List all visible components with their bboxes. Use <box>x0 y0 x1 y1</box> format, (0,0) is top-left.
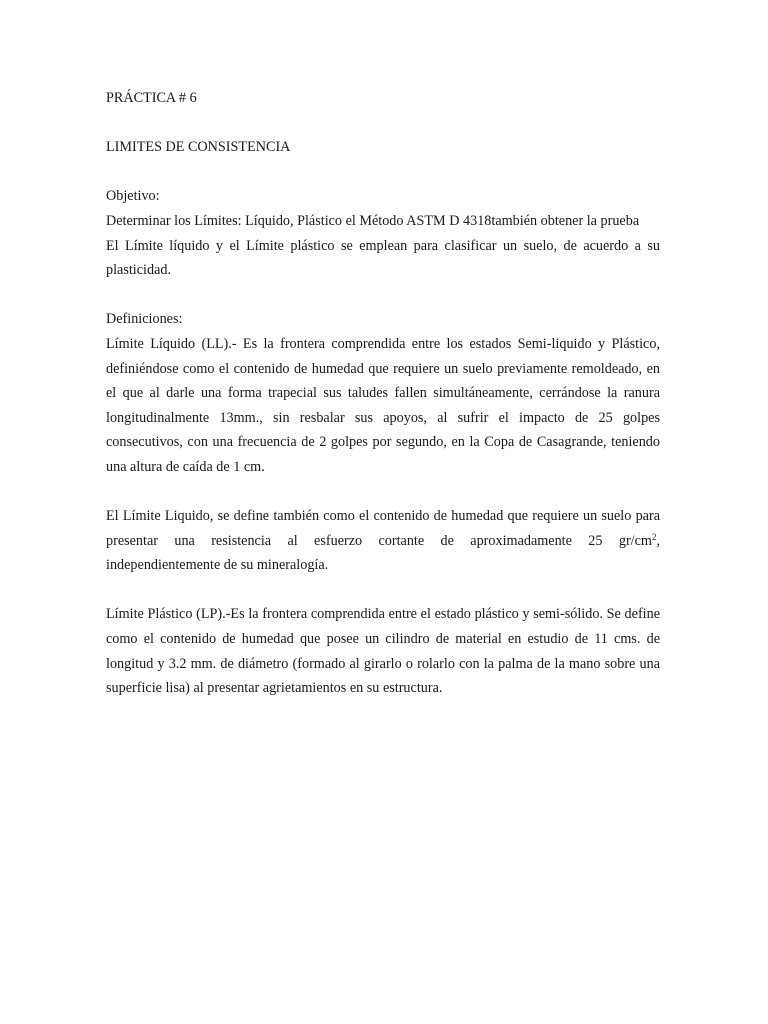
definitions-heading: Definiciones: <box>106 311 183 328</box>
spacer <box>106 111 660 136</box>
liquid-limit-alt-definition <box>106 504 660 578</box>
liquid-limit-alt-text: El Límite Liquido, se define también como el contenido de humedad que requiere un suelo para presentar una resistencia al esfuerzo cortante de aproximadamente 25 gr/cm <box>106 508 660 549</box>
spacer <box>106 160 660 185</box>
liquid-limit-definition: Límite Líquido (LL).- Es la frontera comprendida entre los estados Semi-liquido y Plástico, definiéndose como el contenido de humedad que requiere un suelo previamente remoldeado, en el que al darle una forma trapecial sus taludes fallen simultáneamente, cerrándose la ranura longitudinalmente 13mm., sin resbalar sus apoyos, al sufrir el impacto de 25 golpes consecutivos, con una frecuencia de 2 golpes por segundo, en la Copa de Casagrande, teniendo una altura de caída de 1 cm. <box>106 335 660 475</box>
plastic-limit-definition: Límite Plástico (LP).-Es la frontera comprendida entre el estado plástico y semi-sólido. Se define como el contenido de humedad que posee un cilindro de material en estudio de 11 cms. de longitud y 3.2 mm. de diámetro (formado al girarlo o rolarlo con la palma de la mano sobre una superficie lisa) al presentar agrietamientos en su estructura. <box>106 606 660 697</box>
spacer <box>106 480 660 505</box>
objective-paragraph-2: El Límite líquido y el Límite plástico se emplean para clasificar un suelo, de acuerdo a su plasticidad. <box>106 237 660 279</box>
objective-paragraph-1: Determinar los Límites: Líquido, Plástico el Método ASTM D 4318también obtener la prueba <box>106 212 640 229</box>
spacer <box>106 578 660 603</box>
section-title: LIMITES DE CONSISTENCIA <box>106 139 291 156</box>
document-page <box>106 86 660 701</box>
objective-heading: Objetivo: <box>106 188 160 205</box>
liquid-limit-alt-text-end: , independientemente de su mineralogía. <box>106 532 660 574</box>
superscript-exponent: 2 <box>651 531 657 542</box>
practice-title: PRÁCTICA # 6 <box>106 90 197 106</box>
spacer <box>106 283 660 308</box>
